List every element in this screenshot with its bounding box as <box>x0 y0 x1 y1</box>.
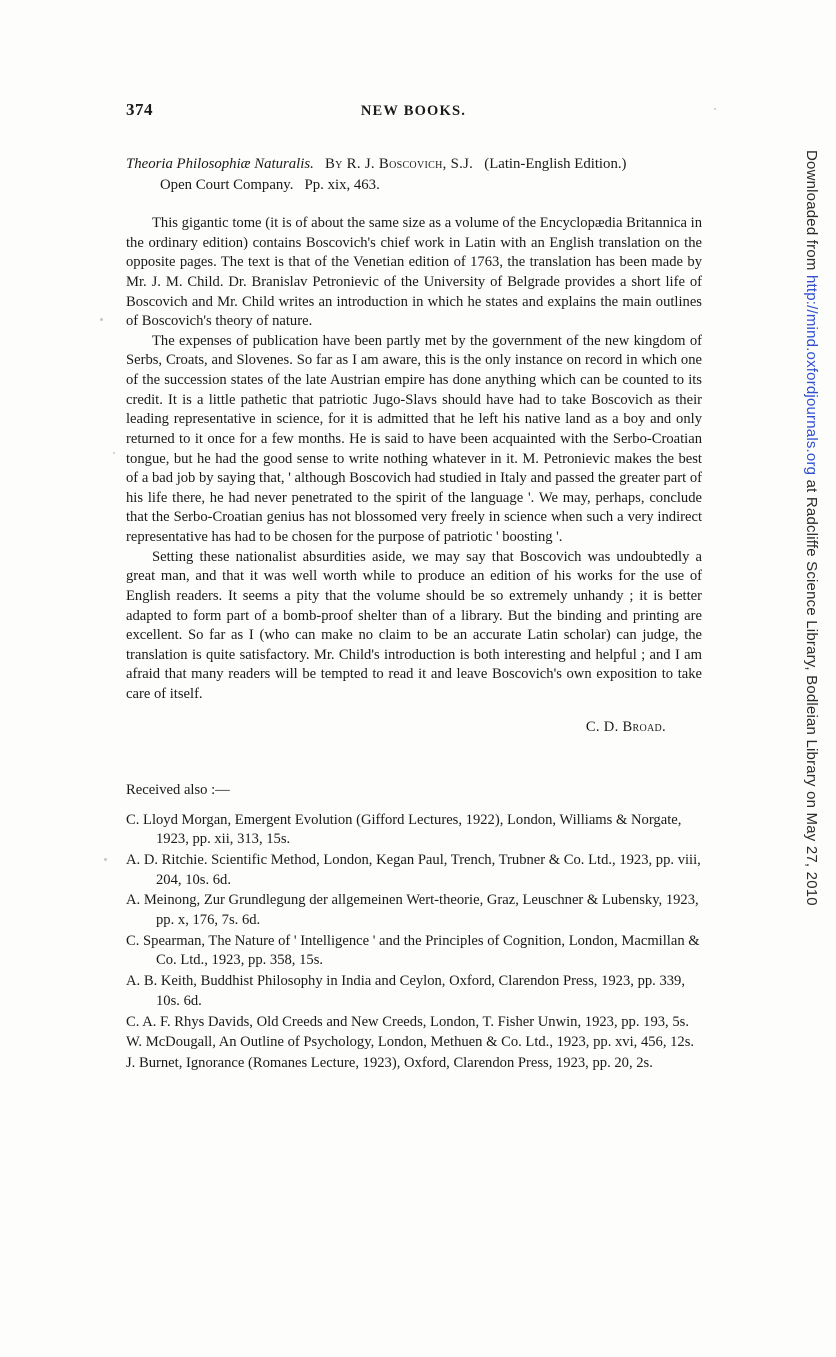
page-number: 374 <box>126 100 153 119</box>
watermark-suffix: at Radcliffe Science Library, Bodleian Library on May 27, 2010 <box>803 475 820 906</box>
watermark-prefix: Downloaded from <box>803 150 820 275</box>
scan-speck <box>113 452 115 454</box>
list-item: J. Burnet, Ignorance (Romanes Lecture, 1923), Oxford, Clarendon Press, 1923, pp. 20, 2s. <box>126 1054 653 1071</box>
book-publisher: Open Court Company. <box>160 177 294 193</box>
book-pagination: Pp. xix, 463. <box>304 177 380 193</box>
book-edition: (Latin-English Edition.) <box>484 156 627 172</box>
page-content <box>126 100 702 1075</box>
running-head <box>126 100 702 120</box>
book-entry-heading <box>126 154 702 196</box>
list-item: A. Meinong, Zur Grundlegung der allgemeinen Wert-theorie, Graz, Leuschner & Lubensky, 1923, pp. x, 176, 7s. 6d. <box>126 892 699 929</box>
list-item: W. McDougall, An Outline of Psychology, London, Methuen & Co. Ltd., 1923, pp. xvi, 456, 12s. <box>126 1034 695 1051</box>
watermark-url-link[interactable]: http://mind.oxfordjournals.org <box>803 274 820 476</box>
received-also-heading: Received also :— <box>126 781 230 798</box>
list-item: C. A. F. Rhys Davids, Old Creeds and New Creeds, London, T. Fisher Unwin, 1923, pp. 193, 5s. <box>126 1013 689 1030</box>
received-book-list <box>126 811 702 1074</box>
download-watermark <box>800 150 826 1150</box>
list-item: C. Spearman, The Nature of ' Intelligence ' and the Principles of Cognition, London, Macmillan & Co. Ltd., 1923, pp. 358, 15s. <box>126 932 700 969</box>
list-item: A. B. Keith, Buddhist Philosophy in India and Ceylon, Oxford, Clarendon Press, 1923, pp. 339, 10s. 6d. <box>126 973 685 1009</box>
reviewer-signature: C. D. Broad. <box>585 718 666 735</box>
review-paragraph: This gigantic tome (it is of about the same size as a volume of the Encyclopædia Britannica in the ordinary edition) contains Boscovich's chief work in Latin with an English translation on the opposite pages. The text is that of the Venetian edition of 1763, the translation has been made by Mr. J. M. Child. Dr. Branislav Petronievic of the University of Belgrade provides a short life of Boscovich and Mr. Child writes an introduction in which he states and explains the main outlines of Boscovich's theory of nature. <box>126 215 702 330</box>
review-paragraph: Setting these nationalist absurdities aside, we may say that Boscovich was undoubtedly a great man, and that it was well worth while to produce an edition of his works for the use of English readers. It seems a pity that the volume should be so extremely unhandy ; it is better adapted to form part of a bomb-proof shelter than of a library. But the binding and printing are excellent. So far as I (who can make no claim to be an accurate Latin scholar) can judge, the translation is quite satisfactory. Mr. Child's introduction is both interesting and helpful ; and I am afraid that many readers will be tempted to read it and leave Boscovich's own exposition to take care of itself. <box>126 548 702 702</box>
scan-speck <box>100 318 103 321</box>
list-item: C. Lloyd Morgan, Emergent Evolution (Gifford Lectures, 1922), London, Williams & Norgate, 1923, pp. xii, 313, 15s. <box>126 811 682 848</box>
scan-speck <box>714 108 716 110</box>
book-author: By R. J. Boscovich, S.J. <box>324 156 474 172</box>
scan-speck <box>104 858 107 861</box>
book-title: Theoria Philosophiæ Naturalis. <box>126 156 314 172</box>
running-head-title: NEW BOOKS. <box>360 103 467 119</box>
review-paragraph: The expenses of publication have been partly met by the government of the new kingdom of Serbs, Croats, and Slovenes. So far as I am aware, this is the only instance on record in which one of the succession states of the late Austrian empire has done anything which can be counted to its credit. It is a little pathetic that patriotic Jugo-Slavs should have had to take Boscovich as their leading representative in science, for it is admitted that he left his native land as a boy and only returned to it once for a few months. He is said to have been acquainted with the Serbo-Croatian tongue, but he had the good sense to write nothing whatever in it. M. Petronievic makes the best of a bad job by saying that, ' although Boscovich had studied in Italy and passed the greater part of his life there, he had never penetrated to the spirit of the language '. We may, perhaps, conclude that the Serbo-Croatian genius has not blossomed very freely in science when such a very indirect representative has had to be chosen for the purpose of patriotic ' boosting '. <box>126 332 702 545</box>
list-item: A. D. Ritchie. Scientific Method, London, Kegan Paul, Trench, Trubner & Co. Ltd., 1923, pp. viii, 204, 10s. 6d. <box>126 852 701 888</box>
